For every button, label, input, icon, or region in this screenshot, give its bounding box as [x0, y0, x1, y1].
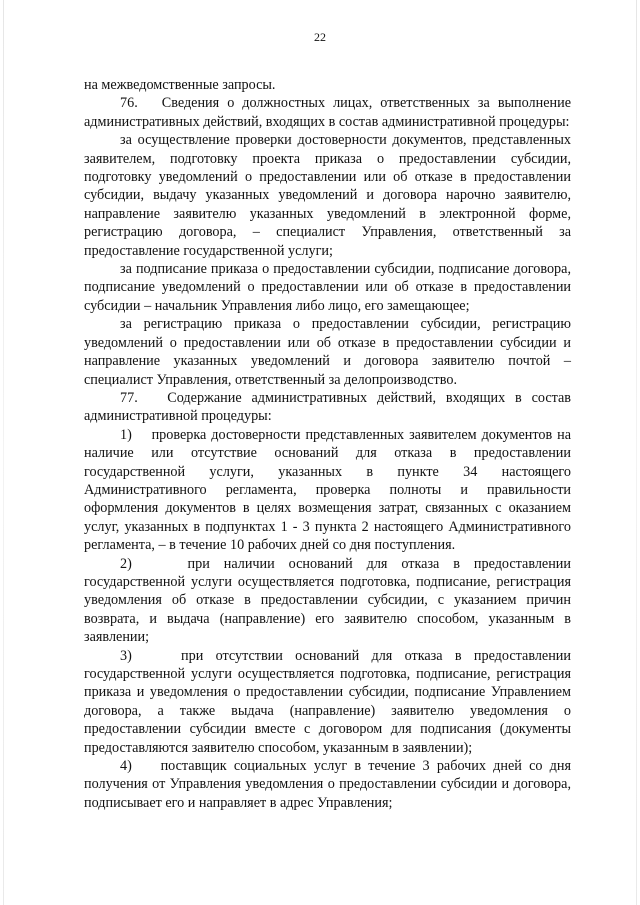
paragraph-subitem-4: 4) поставщик социальных услуг в течение 3 рабочих дней со дня получения от Управления уведомления о предоставлении субсидии и договора, подписывает его и направляет в адрес Управления;	[84, 758, 571, 811]
paragraph-continuation: на межведомственные запросы.	[84, 77, 276, 93]
paragraph-specialist-responsibilities: за осуществление проверки достоверности документов, представленных заявителем, подготовку проекта приказа о предоставлении субсидии, подготовку уведомлений о предоставлении или об отказе в предоставлении субсидии, выдачу указанных уведомлений и договора нарочно заявителю, направление заявителю указанных уведомлений в электронной форме, регистрацию договора, – специалист Управления, ответственный за предоставление государственной услуги;	[84, 132, 571, 259]
paragraph-subitem-2: 2) при наличии оснований для отказа в предоставлении государственной услуги осуществляется подготовка, подписание, регистрация уведомления об отказе в предоставлении субсидии, с указанием причин возврата, и выдача (направление) его заявителю способом, указанным в заявлении;	[84, 555, 571, 646]
document-body	[84, 76, 571, 812]
scan-edge-right	[636, 0, 637, 905]
paragraph-item-76: 76. Сведения о должностных лицах, ответственных за выполнение административных действий, входящих в состав административной процедуры:	[84, 95, 571, 130]
paragraph-registration-responsibilities: за регистрацию приказа о предоставлении субсидии, регистрацию уведомлений о предоставлении или об отказе в предоставлении субсидии и направление указанных уведомлений и договора заявителю почтой – специалист Управления, ответственный за делопроизводство.	[84, 316, 571, 388]
page-number: 22	[314, 30, 326, 44]
scan-edge-left	[3, 0, 4, 905]
paragraph-subitem-1: 1) проверка достоверности представленных заявителем документов на наличие или отсутствие оснований для отказа в предоставлении государственной услуги, указанных в пункте 34 настоящего Административного регламента, проверка полноты и правильности оформления документов в целях возмещения затрат, связанных с оказанием услуг, указанных в подпунктах 1 - 3 пункта 2 настоящего Административного регламента, – в течение 10 рабочих дней со дня поступления.	[84, 426, 571, 554]
paragraph-signing-responsibilities: за подписание приказа о предоставлении субсидии, подписание договора, подписание уведомлений о предоставлении или об отказе в предоставлении субсидии – начальник Управления либо лицо, его замещающее;	[84, 261, 571, 314]
paragraph-subitem-3: 3) при отсутствии оснований для отказа в предоставлении государственной услуги осуществляется подготовка, подписание, регистрация приказа и уведомления о предоставлении субсидии, подписание Управлением договора, а также выдача (направление) заявителю уведомления о предоставлении субсидии вместе с договором для подписания (документы предоставляются заявителю способом, указанным в заявлении);	[84, 647, 571, 756]
paragraph-item-77: 77. Содержание административных действий, входящих в состав административной процедуры:	[84, 389, 571, 425]
